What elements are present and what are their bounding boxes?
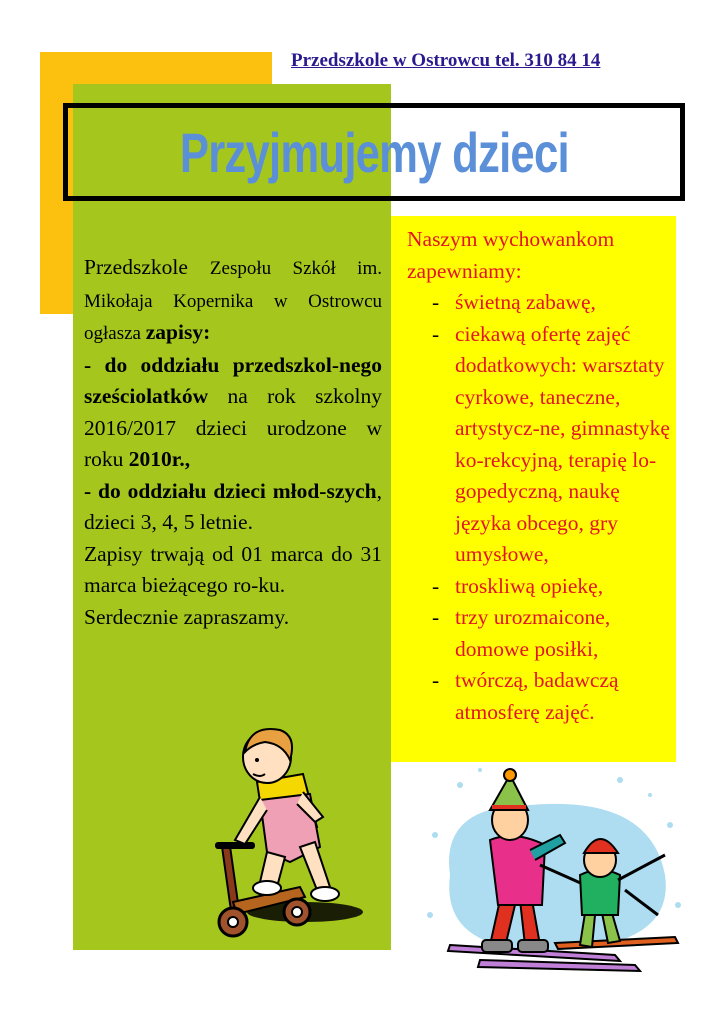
benefits-list [407, 287, 675, 728]
dash: - [432, 321, 440, 346]
six-year-group: - do oddziału przedszkol-nego sześciolatków [84, 352, 382, 408]
list-item [407, 665, 675, 728]
item-text: ciekawą ofertę zajęć dodatkowych: warsztaty cyrkowe, taneczne, artystycz-ne, gimnastykę ko-rekcyjną, terapię lo-gopedyczną, naukę języka obcego, gry umysłowe, [455, 321, 670, 566]
enrollment-text [84, 252, 382, 633]
contact-header: Przedszkole w Ostrowcu tel. 310 84 14 [291, 50, 601, 71]
skiers-image [420, 765, 690, 975]
title-frame [63, 103, 685, 201]
dash: - [432, 573, 440, 598]
paragraph-six-year-olds [84, 350, 382, 476]
list-item [407, 571, 675, 603]
paragraph-intro [84, 252, 382, 350]
list-item [407, 319, 675, 571]
younger-details: , dzieci 3, 4, 5 letnie. [84, 478, 382, 534]
page-title: Przyjmujemy dzieci [179, 120, 569, 184]
child-on-scooter-image [205, 722, 365, 947]
six-year-details: na rok szkolny 2016/2017 dzieci urodzone w roku [84, 384, 382, 471]
paragraph-dates: Zapisy trwają od 01 marca do 31 marca bieżącego ro-ku. [84, 541, 382, 597]
item-text: świetną zabawę, [455, 290, 596, 314]
benefits-text [407, 224, 675, 728]
intro-bold: zapisy: [145, 320, 211, 344]
item-text: twórczą, badawczą atmosferę zajęć. [455, 668, 619, 724]
intro-school: Zespołu Szkół im. Mikołaja Kopernika w Ostrowcu ogłasza [84, 258, 382, 344]
paragraph-younger [84, 476, 382, 539]
intro-start: Przedszkole [84, 255, 210, 279]
item-text: trzy urozmaicone, domowe posiłki, [455, 605, 611, 661]
paragraph-invite: Serdecznie zapraszamy. [84, 604, 290, 629]
benefits-intro: Naszym wychowankom zapewniamy: [407, 227, 615, 283]
dash: - [432, 605, 440, 629]
dash: - [432, 290, 440, 314]
list-item [407, 287, 675, 319]
younger-group: - do oddziału dzieci młod-szych [84, 478, 377, 503]
birth-year: 2010r., [128, 447, 191, 471]
list-item [407, 602, 675, 665]
dash: - [432, 668, 440, 692]
item-text: troskliwą opiekę, [455, 573, 604, 598]
